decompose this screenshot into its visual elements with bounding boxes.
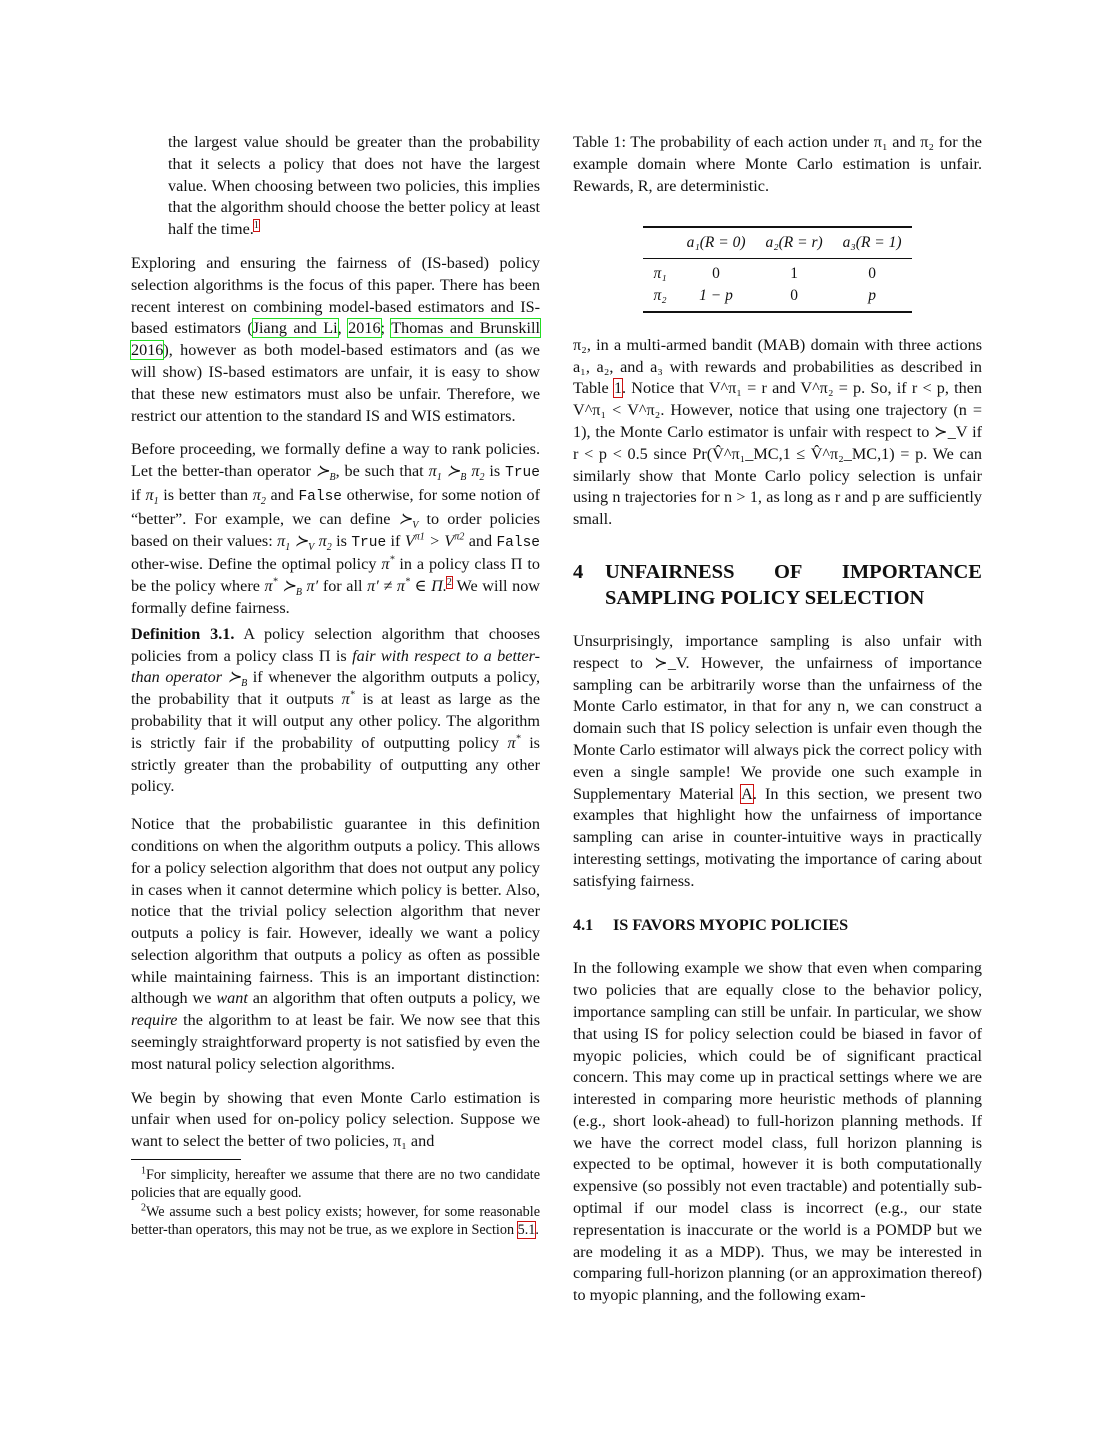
- definition-label: Definition 3.1.: [131, 624, 235, 643]
- citation-thomas-brunskill[interactable]: Thomas and Brunskill: [391, 319, 540, 338]
- table-caption: Table 1: The probability of each action under π₁ and π₂ for the example domain where Monte Carlo estimation is unfair. Rewards, R, are deterministic.: [573, 133, 982, 195]
- table-1: [643, 226, 911, 312]
- footnote-ref-2[interactable]: 2: [446, 576, 452, 588]
- paragraph-better-than-operator: Before proceeding, we formally define a way to rank policies. Let the better-than operator $≻_B$, be such that $\pi_1$ $≻_B$ $\pi_2$ is True if $\pi_1$ is better than $\pi_2$ and False otherwise, for some notion of “better”. For example, we can define $≻_V$ to order policies based on their values: $\pi_1$ $≻_V$ $\pi_2$ is True if $V^{\pi 1} > V^{\pi 2}$ and False other-wise. Define the optimal policy π* in a policy class Π to be the policy where π* $≻_B$ π′ for all π′ ≠ π* ∈ Π.$^2$ We will now formally define fairness.: [131, 440, 541, 617]
- table-cell: π₁: [653, 265, 667, 283]
- paragraph-is-unfair: Unsurprisingly, importance sampling is also unfair with respect to ≻_V. However, the unfairness of importance sampling can be arbitrarily worse than the unfairness of the Monte Carlo estimator, in that for any n, we can construct a domain such that IS policy selection is unfair even though the Monte Carlo estimator will always pick the correct policy with even a single sample! We provide one such example in Supplementary Material A. In this section, we present two examples that highlight how the unfairness of importance sampling can arise in counter-intuitive ways in practically interesting settings, motivating the importance of caring about satisfying fairness.: [573, 631, 982, 890]
- table-cell: π₂: [643, 285, 676, 312]
- footnote-1: $^1$For simplicity, hereafter we assume that there are no two candidate policies that are equally good.: [131, 1165, 540, 1202]
- paragraph-monte-carlo-intro: We begin by showing that even Monte Carlo estimation is unfair when used for on-policy policy selection. Suppose we want to select the better of two policies, π₁ and: [131, 1088, 540, 1151]
- footnote-divider: [131, 1159, 241, 1160]
- footnote-2: $^2$We assume such a best policy exists; however, for some reasonable better-than operators, this may not be true, as we explore in Section 5.1.: [131, 1202, 540, 1239]
- table-cell: 0: [755, 285, 832, 312]
- table-header-cell: a₂(R = r): [755, 227, 832, 258]
- table-header-row: [643, 227, 911, 258]
- section-ref-5-1[interactable]: 5.1: [517, 1222, 536, 1239]
- footnotes: [131, 1166, 540, 1240]
- right-column: [573, 132, 982, 1307]
- table-header-cell: a₁(R = 0): [677, 227, 756, 258]
- citation-thomas-brunskill-year[interactable]: 2016: [131, 341, 164, 360]
- citation-jiang-li-year[interactable]: 2016: [348, 319, 381, 338]
- table-cell: 1: [790, 265, 798, 283]
- table-cell: 0: [868, 265, 876, 283]
- supplementary-ref-a[interactable]: A: [741, 784, 753, 803]
- section-4-heading: 4 UNFAIRNESS OF IMPORTANCE SAMPLING POLICY SELECTION: [573, 560, 982, 609]
- paragraph-intro-fairness: Exploring and ensuring the fairness of (IS-based) policy selection algorithms is the focus of this paper. There has been recent interest on combining model-based estimators and IS-based estimators (Jiang and Li, 2016; Thomas and Brunskill 2016), however as both model-based estimators and (as we will show) IS-based estimators are unfair, it is easy to show that these new estimators must also be unfair. Therefore, we restrict our attention to the standard IS and WIS estimators.: [131, 253, 540, 425]
- table-header-cell: a₃(R = 1): [833, 227, 912, 258]
- citation-jiang-li[interactable]: Jiang and Li: [252, 319, 338, 338]
- table-row: [643, 259, 911, 285]
- definition-3-1: Definition 3.1. A policy selection algorithm that chooses policies from a policy class Π is fair with respect to a better-than operator $≻_B$ if whenever the algorithm outputs a policy, the probability that it outputs π* is at least as large as the probability that it will output any other policy. The algorithm is strictly fair if the probability of outputting policy π* is strictly greater than the probability of outputting any other policy.: [131, 624, 540, 796]
- paragraph-mab-example: π₂, in a multi-armed bandit (MAB) domain with three actions a₁, a₂, and a₃ with rewards and probabilities as described in Table 1. Notice that V^π₁ = r and V^π₂ = p. So, if r < p, then V^π₁ < V^π₂. However, notice that using one trajectory (n = 1), the Monte Carlo estimator is unfair with respect to ≻_V if r < p < 0.5 since Pr(V̂^π₁_MC,1 ≤ V̂^π₂_MC,1) = p. We can similarly show that Monte Carlo policy selection is unfair using n trajectories for n > 1, as long as r and p are sufficiently small.: [573, 335, 983, 529]
- table-cell: p: [833, 285, 912, 312]
- table-header-cell: [643, 227, 676, 258]
- left-column: [131, 132, 540, 1240]
- paragraph-probabilistic-guarantee: Notice that the probabilistic guarantee in this definition conditions on when the algorithm outputs a policy. This allows for a policy selection algorithm that does not output any policy in cases when it cannot determine which policy is better. Also, notice that the trivial policy selection algorithm that never outputs a policy is fair. However, ideally we want a policy selection algorithm that outputs a policy as often as possible while maintaining fairness. This is an important distinction: although we want an algorithm that often outputs a policy, we require the algorithm to at least be fair. We now see that this seemingly straightforward property is not satisfied by even the most natural policy selection algorithms.: [131, 815, 541, 1073]
- paragraph-myopic-policies: In the following example we show that even when comparing two policies that are equally close to the behavior policy, importance sampling can still be unfair. In particular, we show that using IS for policy selection could be biased in favor of myopic policies, which could be of significant practical concern. This may come up in practical settings where we are interested in comparing more heuristic methods of planning (e.g., short look-ahead) to full-horizon planning methods. If we have the correct model class, full horizon planning is expected to be optimal, however it is both computationally expensive (so possibly not even tractable) and potentially sub-optimal if our model class is incorrect (e.g., our state representation is inaccurate or the world is a POMDP but we are modeling it as a MDP). Thus, we may be interested in comparing full-horizon planning (or an approximation thereof) to myopic planning, and the following exam-: [573, 959, 982, 1305]
- table-ref-1[interactable]: 1: [613, 379, 623, 398]
- footnote-ref-1[interactable]: 1: [253, 219, 259, 231]
- table-cell: 0: [712, 265, 720, 283]
- table-row: [643, 285, 911, 312]
- subsection-4-1-heading: 4.1 IS FAVORS MYOPIC POLICIES: [573, 915, 849, 934]
- table-cell: 1 − p: [677, 285, 756, 312]
- quote-continuation: the largest value should be greater than the probability that it selects a policy that does not have the largest value. When choosing between two policies, this implies that the algorithm should choose the better policy at least half the time.$^1$: [168, 133, 540, 239]
